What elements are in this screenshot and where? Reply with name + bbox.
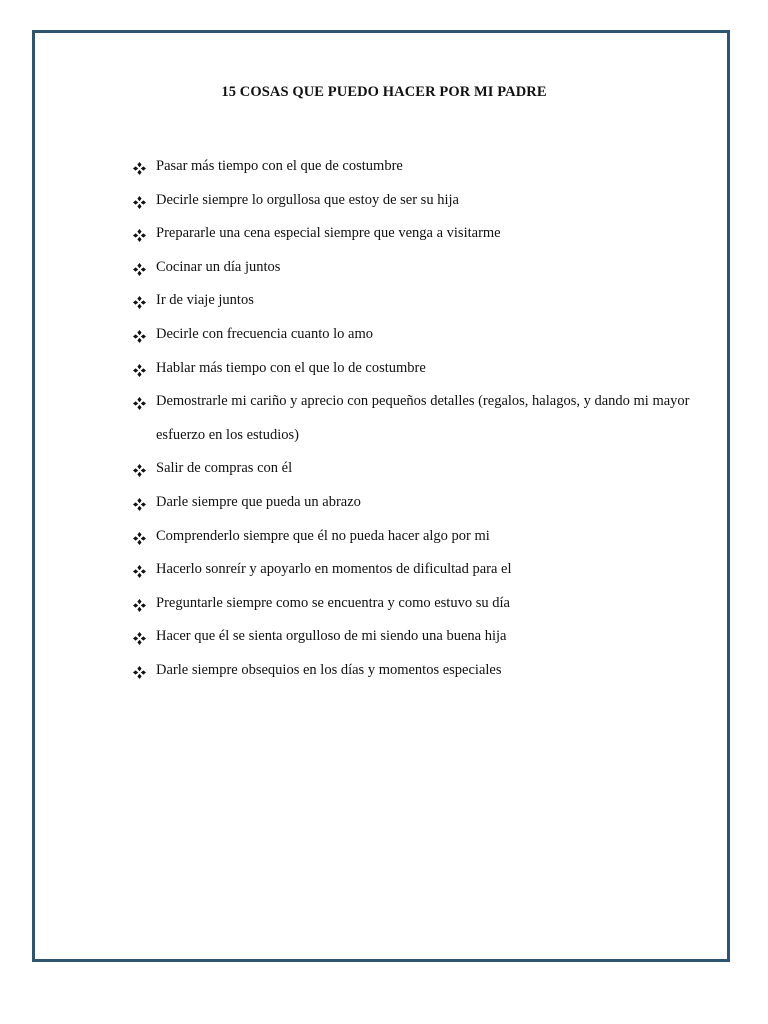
list-item xyxy=(133,587,693,621)
diamond-bullet-icon xyxy=(133,364,146,377)
list-item-text: Darle siempre obsequios en los días y momentos especiales xyxy=(156,661,502,678)
list-item-text: Salir de compras con él xyxy=(156,460,293,477)
list-item xyxy=(133,486,693,520)
diamond-bullet-icon xyxy=(133,599,146,612)
diamond-bullet-icon xyxy=(133,296,146,309)
list-item-text: Hacerlo sonreír y apoyarlo en momentos de dificultad para el xyxy=(156,561,512,578)
list-item xyxy=(133,150,693,184)
diamond-bullet-icon xyxy=(133,263,146,276)
list-item xyxy=(133,620,693,654)
diamond-bullet-icon xyxy=(133,632,146,645)
list-item-text: Demostrarle mi cariño y aprecio con pequeños detalles (regalos, halagos, y dando mi mayor esfuerzo en los estudios) xyxy=(156,393,690,443)
list-item-text: Preguntarle siempre como se encuentra y como estuvo su día xyxy=(156,594,510,611)
list-item xyxy=(133,251,693,285)
diamond-bullet-icon xyxy=(133,532,146,545)
diamond-bullet-icon xyxy=(133,196,146,209)
diamond-bullet-icon xyxy=(133,162,146,175)
list-item-text: Comprenderlo siempre que él no pueda hacer algo por mi xyxy=(156,527,490,544)
diamond-bullet-icon xyxy=(133,330,146,343)
list-item-text: Cocinar un día juntos xyxy=(156,258,281,275)
diamond-bullet-icon xyxy=(133,666,146,679)
diamond-bullet-icon xyxy=(133,498,146,511)
list-item xyxy=(133,654,693,688)
list-item xyxy=(133,318,693,352)
list-item xyxy=(133,520,693,554)
list-item-text: Pasar más tiempo con el que de costumbre xyxy=(156,158,403,174)
list-item-text: Darle siempre que pueda un abrazo xyxy=(156,493,361,510)
list-item-text: Decirle con frecuencia cuanto lo amo xyxy=(156,325,373,342)
list-item-text: Hacer que él se sienta orgulloso de mi siendo una buena hija xyxy=(156,628,507,645)
list-item xyxy=(133,385,693,452)
list-item xyxy=(133,352,693,386)
list-item-text: Prepararle una cena especial siempre que venga a visitarme xyxy=(156,225,501,242)
list-item-text: Hablar más tiempo con el que lo de costumbre xyxy=(156,359,426,376)
list-item-text: Decirle siempre lo orgullosa que estoy de ser su hija xyxy=(156,191,459,208)
list-item xyxy=(133,217,693,251)
list-item xyxy=(133,553,693,587)
list-item xyxy=(133,184,693,218)
diamond-bullet-icon xyxy=(133,229,146,242)
diamond-bullet-icon xyxy=(133,397,146,410)
document-title: 15 COSAS QUE PUEDO HACER POR MI PADRE xyxy=(221,84,547,100)
list-item xyxy=(133,452,693,486)
diamond-bullet-icon xyxy=(133,464,146,477)
diamond-bullet-icon xyxy=(133,565,146,578)
list-item-text: Ir de viaje juntos xyxy=(156,292,254,309)
list-item xyxy=(133,284,693,318)
bullet-list xyxy=(133,150,693,688)
